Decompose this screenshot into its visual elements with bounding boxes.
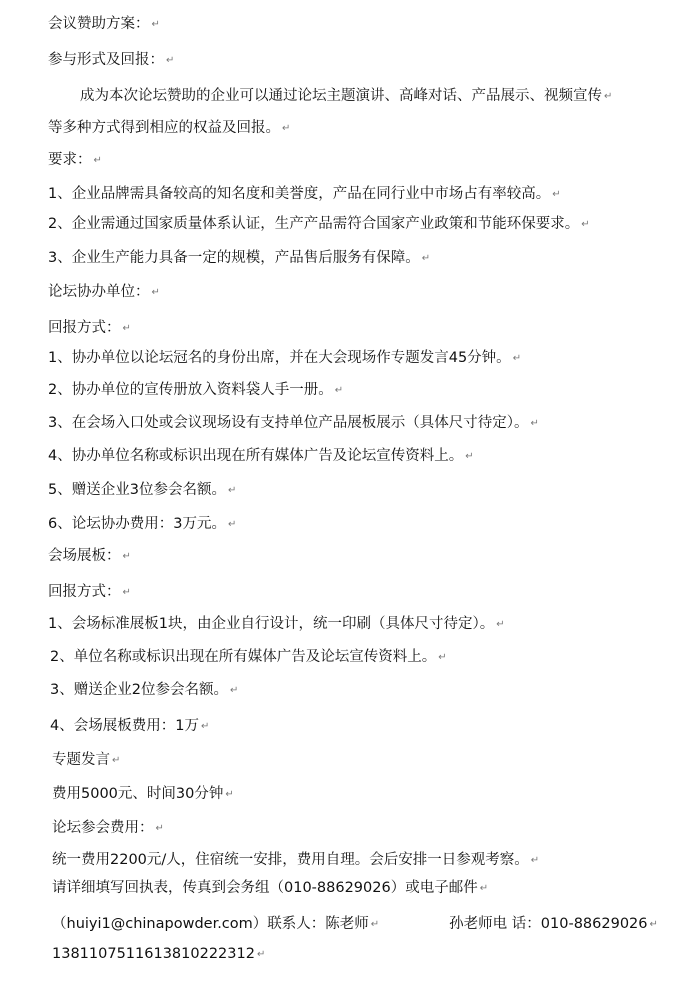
speech-title: 专题发言 ↵: [52, 752, 121, 768]
co-organizer-return-item: 3、在会场入口处或会议现场设有支持单位产品展板展示（具体尺寸待定）。 ↵: [48, 415, 539, 431]
requirement-item: 1、企业品牌需具备较高的知名度和美誉度，产品在同行业中市场占有率较高。 ↵: [48, 186, 561, 202]
co-organizer-return-item: 5、赠送企业3位参会名额。 ↵: [48, 482, 237, 498]
speech-fee: 费用5000元、时间30分钟 ↵: [52, 786, 234, 802]
contact-email: （huiyi1@chinapowder.com）联系人：陈老师: [52, 916, 369, 932]
requirement-item: 3、企业生产能力具备一定的规模，产品售后服务有保障。 ↵: [48, 250, 431, 266]
intro-line-1: 成为本次论坛赞助的企业可以通过论坛主题演讲、高峰对话、产品展示、视频宣传 ↵: [80, 88, 613, 104]
attendance-fee: 统一费用2200元/人，住宿统一安排，费用自理。会后安排一日参观考察。 ↵: [52, 852, 540, 868]
attendance-fee-title: 论坛参会费用： ↵: [52, 820, 164, 836]
contact-second: 孙老师电 话：010-88629026: [449, 916, 648, 932]
exhibition-return-item: 3、赠送企业2位参会名额。 ↵: [50, 682, 239, 698]
participation-title: 参与形式及回报： ↵: [48, 52, 175, 68]
exhibition-return-item: 4、会场展板费用：1万 ↵: [50, 718, 210, 734]
contact-phones: 13811075116138102223​12 ↵: [52, 946, 266, 962]
contact-line: （huiyi1@chinapowder.com）联系人：陈老师 ↵ 孙老师电 话：010-88629026 ↵: [52, 916, 658, 932]
sponsorship-title: 会议赞助方案： ↵: [48, 16, 160, 32]
exhibition-return-title: 回报方式： ↵: [48, 584, 131, 600]
co-organizer-return-item: 1、协办单位以论坛冠名的身份出席，并在大会现场作专题发言45分钟。 ↵: [48, 350, 522, 366]
exhibition-return-item: 2、单位名称或标识出现在所有媒体广告及论坛宣传资料上。 ↵: [50, 649, 447, 665]
exhibition-title: 会场展板： ↵: [48, 548, 131, 564]
co-organizer-title: 论坛协办单位： ↵: [48, 284, 160, 300]
requirement-item: 2、企业需通过国家质量体系认证，生产产品需符合国家产业政策和节能环保要求。 ↵: [48, 216, 590, 232]
intro-line-2: 等多种方式得到相应的权益及回报。 ↵: [48, 120, 291, 136]
co-organizer-return-item: 4、协办单位名称或标识出现在所有媒体广告及论坛宣传资料上。 ↵: [48, 448, 474, 464]
contact-instruction: 请详细填写回执表，传真到会务组（010-88629026）或电子邮件 ↵: [52, 880, 489, 896]
co-organizer-return-item: 2、协办单位的宣传册放入资料袋人手一册。 ↵: [48, 382, 344, 398]
return-method-title: 回报方式： ↵: [48, 320, 131, 336]
requirements-title: 要求： ↵: [48, 152, 102, 168]
co-organizer-return-item: 6、论坛协办费用：3万元。 ↵: [48, 516, 237, 532]
exhibition-return-item: 1、会场标准展板1块，由企业自行设计，统一印刷（具体尺寸待定）。 ↵: [48, 616, 505, 632]
